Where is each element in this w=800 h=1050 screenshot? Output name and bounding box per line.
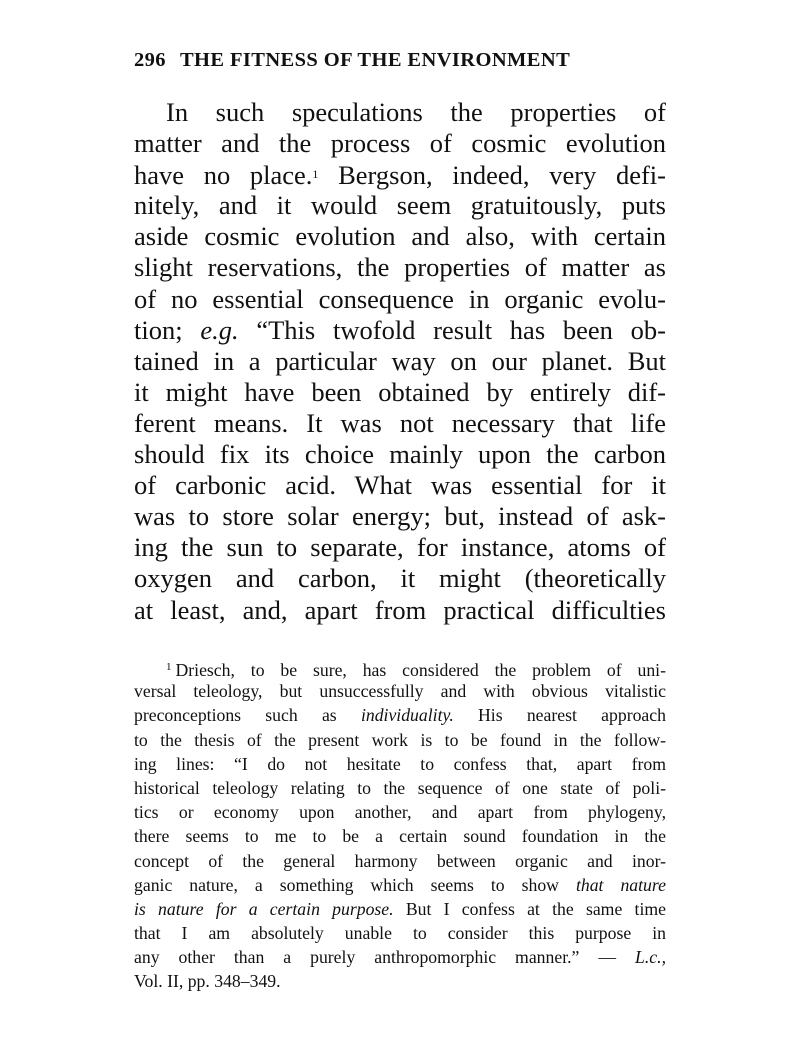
- text-line: In such speculations the properties of: [166, 97, 666, 127]
- footnote-line: [134, 873, 666, 897]
- text-line: at least, and, apart from practical difficulties: [134, 594, 666, 625]
- footnote-line: there seems to me to be a certain sound foundation in the: [134, 826, 666, 847]
- footnote-line: Vol. II, pp. 348–349.: [134, 971, 281, 992]
- page-number: 296: [134, 49, 166, 71]
- footnote-line: [134, 897, 666, 921]
- text-segment: Bergson, indeed, very defi-: [318, 160, 666, 191]
- footnote-reference: 1: [312, 167, 319, 182]
- footnote-line: [134, 655, 666, 679]
- footnote-line: to the thesis of the present work is to be found in the follow-: [134, 729, 666, 750]
- text-line: should fix its choice mainly upon the carbon: [134, 439, 666, 470]
- footnote-line: that I am absolutely unable to consider this purpose in: [134, 923, 666, 944]
- footnote-line: concept of the general harmony between organic and inor-: [134, 850, 666, 871]
- text-segment: any other than a purely anthropomorphic manner.” —: [134, 947, 636, 968]
- text-line: of no essential consequence in organic evolu-: [134, 283, 666, 314]
- footnote-line: [134, 945, 666, 969]
- text-segment: Driesch, to be sure, has considered the problem of uni-: [175, 660, 666, 680]
- main-text: [134, 97, 666, 626]
- footnote-marker: 1: [166, 661, 172, 673]
- text-line: nitely, and it would seem gratuitously, puts: [134, 190, 666, 221]
- text-line: oxygen and carbon, it might (theoretically: [134, 563, 666, 594]
- text-line: [134, 315, 666, 346]
- text-segment: preconceptions such as: [134, 705, 361, 726]
- running-title: THE FITNESS OF THE ENVIRONMENT: [179, 49, 571, 71]
- text-line: slight reservations, the properties of matter as: [134, 252, 666, 283]
- text-line: tained in a particular way on our planet. But: [134, 345, 666, 376]
- italic-segment: is nature for a certain purpose.: [134, 898, 394, 919]
- running-header: [134, 49, 666, 72]
- text-line: ferent means. It was not necessary that life: [134, 407, 666, 438]
- text-segment: have no place.: [134, 160, 313, 191]
- italic-segment: e.g.: [200, 314, 239, 345]
- footnote-line: versal teleology, but unsuccessfully and with obvious vitalistic: [134, 681, 666, 702]
- text-line: [134, 159, 666, 190]
- text-segment: But I confess at the same time: [393, 898, 666, 919]
- text-segment: ganic nature, a something which seems to show: [134, 874, 576, 895]
- footnote-line: historical teleology relating to the sequence of one state of poli-: [134, 777, 666, 798]
- italic-segment: individuality.: [360, 705, 454, 726]
- text-line: it might have been obtained by entirely dif-: [134, 376, 666, 407]
- text-line: ing the sun to separate, for instance, atoms of: [134, 532, 666, 563]
- text-line: of carbonic acid. What was essential for it: [134, 470, 666, 501]
- text-segment: tion;: [134, 314, 201, 345]
- text-line: was to store solar energy; but, instead of ask-: [134, 501, 666, 532]
- text-segment: His nearest approach: [453, 705, 666, 726]
- footnote: [134, 655, 666, 994]
- text-segment: “This twofold result has been ob-: [238, 314, 666, 345]
- italic-segment: L.c.,: [635, 947, 666, 968]
- text-line: aside cosmic evolution and also, with certain: [134, 221, 666, 252]
- footnote-line: ing lines: “I do not hesitate to confess that, apart from: [134, 753, 666, 774]
- footnote-line: tics or economy upon another, and apart from phylogeny,: [134, 802, 666, 823]
- text-line: matter and the process of cosmic evolution: [134, 128, 666, 159]
- footnote-line: [134, 703, 666, 727]
- italic-segment: that nature: [575, 874, 666, 895]
